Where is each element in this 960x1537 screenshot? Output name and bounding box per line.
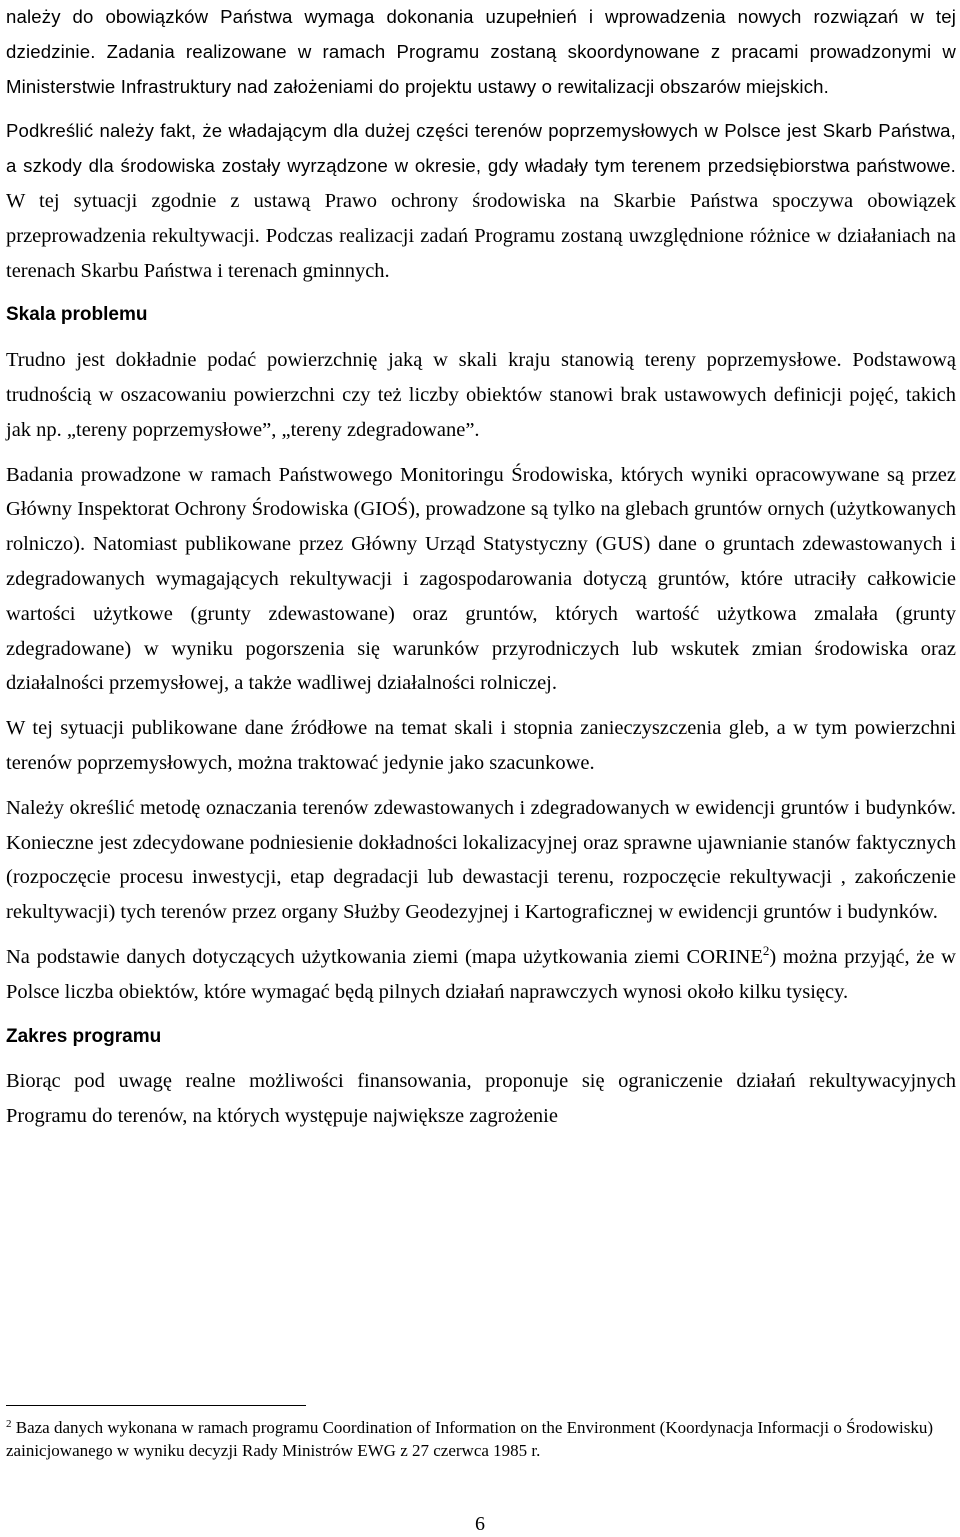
footnote-text: Baza danych wykonana w ramach programu Coordination of Information on the Environment (Koordynacja Informacji o Środowisku) zainicjowanego w wyniku decyzji Rady Ministrów EWG z 27 czerwca 1985 r. (6, 1418, 934, 1460)
footnote (6, 1416, 956, 1462)
footnote-reference[interactable]: 2 (762, 942, 770, 958)
paragraph-nalezy-okreslic: Należy określić metodę oznaczania terenów zdewastowanych i zdegradowanych w ewidencji gruntów i budynków. Konieczne jest zdecydowane podniesienie dokładności lokalizacyjnej oraz sprawne ujawnianie stanów faktycznych (rozpoczęcie procesu inwestycji, etap degradacji lub dewastacji terenu, rozpoczęcie rekultywacji , zakończenie rekultywacji) tych terenów przez organy Służby Geodezyjnej i Kartograficznej w ewidencji gruntów i budynków. (6, 796, 956, 924)
paragraph-corine-after: ) można przyjąć, że w Polsce liczba obiektów, które wymagać będą pilnych działań naprawczych wynosi około kilku tysięcy. (6, 945, 956, 1003)
footnote-marker: 2 (6, 1418, 12, 1430)
footnote-divider (6, 1405, 306, 1406)
paragraph-badania: Badania prowadzone w ramach Państwowego Monitoringu Środowiska, których wyniki opracowywane są przez Główny Inspektorat Ochrony Środowiska (GIOŚ), prowadzone są tylko na glebach gruntów ornych (użytkowanych rolniczo). Natomiast publikowane przez Główny Urząd Statystyczny (GUS) dane o gruntach zdewastowanych i zdegradowanych wymagających rekultywacji i zagospodarowania dotyczą gruntów, które utraciły całkowicie wartości użytkowe (grunty zdewastowane) oraz gruntów, których wartość użytkowa zmalała (grunty zdegradowane) w wyniku pogorszenia się warunków przyrodniczych lub wskutek zmian środowiska oraz działalności przemysłowej, a także wadliwej działalności rolniczej. (6, 463, 956, 695)
page-number: 6 (475, 1513, 485, 1535)
paragraph-skarb-panstwa-sans: Podkreślić należy fakt, że władającym dla dużej części terenów poprzemysłowych w Polsce jest Skarb Państwa, a szkody dla środowiska zostały wyrządzone w okresie, gdy władały tym terenem przedsiębiorstwa państwowe. (6, 120, 956, 177)
heading-zakres-programu: Zakres programu (6, 1025, 162, 1047)
paragraph-skarb-panstwa (6, 114, 956, 288)
paragraph-skarb-panstwa-serif: W tej sytuacji zgodnie z ustawą Prawo ochrony środowiska na Skarbie Państwa spoczywa obowiązek przeprowadzenia rekultywacji. Podczas realizacji zadań Programu zostaną uwzględnione różnice w działaniach na terenach Skarbu Państwa i terenach gminnych. (6, 189, 956, 282)
paragraph-biorac: Biorąc pod uwagę realne możliwości finansowania, proponuje się ograniczenie działań rekultywacyjnych Programu do terenów, na których występuje największe zagrożenie (6, 1070, 956, 1128)
heading-skala-problemu: Skala problemu (6, 304, 148, 326)
paragraph-trudno: Trudno jest dokładnie podać powierzchnię jaką w skali kraju stanowią tereny poprzemysłowe. Podstawową trudnością w oszacowaniu powierzchni czy też liczby obiektów stanowi brak ustawowych definicji pojęć, takich jak np. „tereny poprzemysłowe”, „tereny zdegradowane”. (6, 349, 956, 441)
paragraph-rewitalizacja: należy do obowiązków Państwa wymaga dokonania uzupełnień i wprowadzenia nowych rozwiązań w tej dziedzinie. Zadania realizowane w ramach Programu zostaną skoordynowane z pracami prowadzonymi w Ministerstwie Infrastruktury nad założeniami do projektu ustawy o rewitalizacji obszarów miejskich. (6, 6, 956, 97)
document-page (6, 0, 956, 1144)
paragraph-w-tej-sytuacji: W tej sytuacji publikowane dane źródłowe na temat skali i stopnia zanieczyszczenia gleb, a w tym powierzchni terenów poprzemysłowych, można traktować jedynie jako szacunkowe. (6, 717, 956, 774)
paragraph-corine-before: Na podstawie danych dotyczących użytkowania ziemi (mapa użytkowania ziemi CORINE (6, 945, 763, 968)
paragraph-corine (6, 940, 956, 1010)
